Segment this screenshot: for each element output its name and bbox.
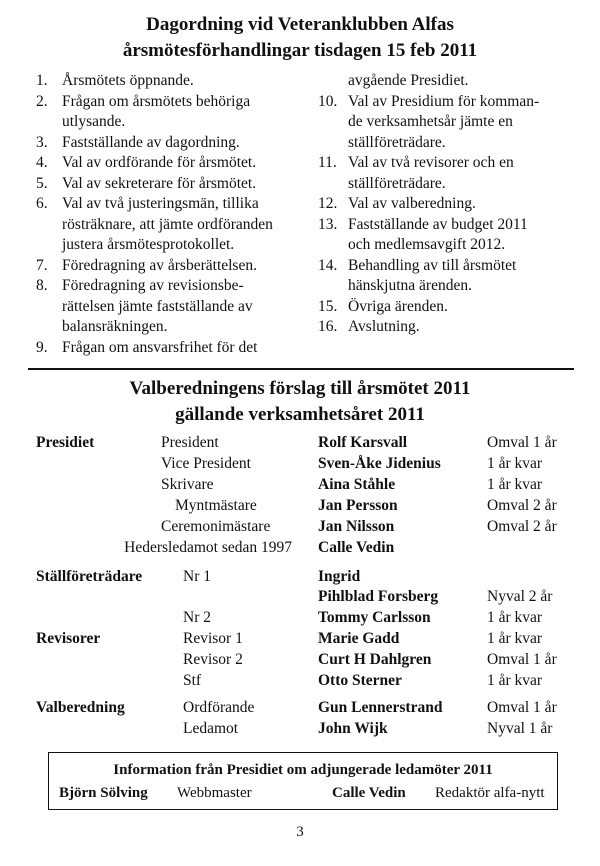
table-row	[0, 649, 600, 670]
person-name: Jan Persson	[318, 497, 398, 514]
person-name: Pihlblad Forsberg	[318, 588, 439, 605]
agenda-column-left	[36, 71, 316, 358]
person-name: Otto Sterner	[318, 672, 402, 689]
role-label: Revisor 2	[183, 651, 243, 668]
table-row	[0, 607, 600, 628]
agenda-title-line2: årsmötesförhandlingar tisdagen 15 feb 2011	[122, 40, 478, 61]
person-name: John Wijk	[318, 720, 388, 737]
group-label: Revisorer	[36, 630, 101, 647]
role-label: President	[161, 434, 219, 451]
role-label: Vice President	[161, 455, 251, 472]
table-row	[0, 718, 600, 739]
agenda-item: 3. Fastställande av dagordning.	[36, 133, 240, 151]
honorary-label: Hedersledamot sedan 1997	[124, 539, 292, 556]
agenda-item: 1. Årsmötets öppnande.	[36, 72, 194, 89]
role-label: Ordförande	[183, 699, 255, 716]
person-name: Calle Vedin	[318, 539, 395, 556]
term-status: Omval 2 år	[487, 497, 557, 514]
role-label: Nr 1	[183, 568, 211, 585]
agenda-item: 13. Fastställande av budget 2011 och medlemsavgift 2012.	[318, 215, 528, 253]
agenda-item-continuation: avgående Presidiet.	[348, 72, 469, 89]
table-row	[0, 432, 600, 453]
table-row	[0, 628, 600, 649]
term-status: Nyval 1 år	[487, 720, 553, 737]
term-status: 1 år kvar	[487, 672, 543, 689]
term-status: 1 år kvar	[487, 476, 543, 493]
person-name: Sven-Åke Jidenius	[318, 455, 441, 472]
proposal-title-line2: gällande verksamhetsåret 2011	[175, 404, 425, 425]
agenda-title-line1: Dagordning vid Veteranklubben Alfas	[146, 14, 454, 35]
agenda-item: 8. Föredragning av revisionsbe- rättelsen jämte fastställande av balansräkningen.	[36, 277, 253, 335]
group-label: Valberedning	[36, 699, 125, 716]
agenda-item: 4. Val av ordförande för årsmötet.	[36, 154, 257, 171]
agenda-item: 11. Val av två revisorer och en ställföreträdare.	[318, 154, 514, 192]
group-label: Presidiet	[36, 434, 95, 451]
group-label: Ställföreträdare	[36, 568, 143, 585]
table-row	[0, 697, 600, 718]
info-row	[49, 783, 557, 803]
info-title: Information från Presidiet om adjungerade ledamöter 2011	[113, 762, 493, 778]
table-row	[0, 474, 600, 495]
agenda-item: 14. Behandling av till årsmötet hänskjutna ärenden.	[318, 256, 517, 294]
role-label: Ledamot	[183, 720, 239, 737]
term-status: Omval 2 år	[487, 518, 557, 535]
term-status: Omval 1 år	[487, 651, 557, 668]
term-status: Nyval 2 år	[487, 588, 553, 605]
person-name: Jan Nilsson	[318, 518, 395, 535]
section-divider	[28, 368, 574, 370]
page-number: 3	[296, 824, 304, 840]
table-row	[0, 495, 600, 516]
agenda-item: 5. Val av sekreterare för årsmötet.	[36, 174, 257, 192]
person-name: Björn Sölving	[59, 785, 148, 801]
term-status: 1 år kvar	[487, 630, 543, 647]
role-label: Redaktör alfa-nytt	[435, 785, 545, 801]
term-status: 1 år kvar	[487, 609, 543, 626]
agenda-column-right	[318, 71, 588, 338]
person-name: Aina Ståhle	[318, 476, 396, 493]
term-status: Omval 1 år	[487, 434, 557, 451]
agenda-item: 9. Frågan om ansvarsfrihet för det	[36, 338, 258, 356]
role-label: Stf	[183, 672, 202, 689]
role-label: Myntmästare	[175, 497, 257, 514]
person-name: Ingrid	[318, 568, 361, 585]
person-name: Gun Lennerstrand	[318, 699, 443, 716]
person-name: Marie Gadd	[318, 630, 400, 647]
proposal-title-line1: Valberedningens förslag till årsmötet 2011	[129, 378, 471, 399]
role-label: Revisor 1	[183, 630, 243, 647]
term-status: 1 år kvar	[487, 455, 543, 472]
agenda-item: 10. Val av Presidium för komman- de verksamhetsår jämte en ställföreträdare.	[318, 92, 540, 151]
term-status: Omval 1 år	[487, 699, 557, 716]
role-label: Ceremonimästare	[161, 518, 271, 535]
agenda-item: 6. Val av två justeringsmän, tillika rösträknare, att jämte ordföranden justera årsmötesprotokollet.	[36, 195, 273, 253]
person-name: Calle Vedin	[332, 785, 406, 801]
person-name: Curt H Dahlgren	[318, 651, 432, 668]
agenda-item: 12. Val av valberedning.	[318, 195, 476, 212]
agenda-item: 15. Övriga ärenden.	[318, 297, 448, 315]
table-row	[0, 537, 600, 558]
role-label: Webbmaster	[177, 785, 252, 801]
agenda-item: 16. Avslutning.	[318, 318, 420, 335]
table-row	[0, 670, 600, 691]
table-row	[0, 566, 600, 587]
table-row	[0, 586, 600, 607]
role-label: Nr 2	[183, 609, 211, 626]
info-box	[48, 752, 558, 810]
agenda-item: 7. Föredragning av årsberättelsen.	[36, 256, 257, 274]
agenda-item: 2. Frågan om årsmötets behöriga utlysande.	[36, 92, 251, 130]
table-row	[0, 516, 600, 537]
role-label: Skrivare	[161, 476, 214, 493]
table-row	[0, 453, 600, 474]
person-name: Tommy Carlsson	[318, 609, 431, 626]
person-name: Rolf Karsvall	[318, 434, 408, 451]
